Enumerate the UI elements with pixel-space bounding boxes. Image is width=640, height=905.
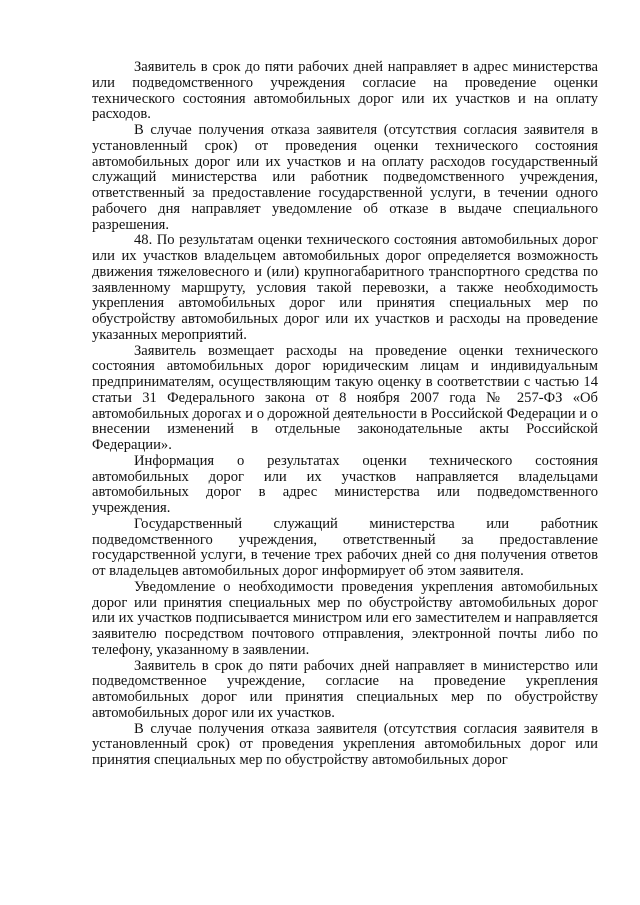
paragraph-assessment-information: Информация о результатах оценки технического состояния автомобильных дорог или их участков направляется владельцами автомобильных дорог в адрес министерства или подведомственного учреждения. <box>92 452 598 516</box>
paragraph-applicant-consent-reinforcement: Заявитель в срок до пяти рабочих дней направляет в министерство или подведомственное учреждение, согласие на проведение укрепления автомобильных дорог или принятия специальных мер по обустройству автомобильных дорог или их участков. <box>92 657 598 721</box>
paragraph-expense-reimbursement: Заявитель возмещает расходы на проведение оценки технического состояния автомобильных дорог юридическим лицам и индивидуальным предпринимателям, осуществляющим такую оценку в соответствии с частью 14 статьи 31 Федерального закона от 8 ноября 2007 года № 257-ФЗ «Об автомобильных дорогах и о дорожной деятельности в Российской Федерации и о внесении изменений в отдельные законодательные акты Российской Федерации». <box>92 342 598 453</box>
paragraph-reinforcement-notice: Уведомление о необходимости проведения укрепления автомобильных дорог или принятия специальных мер по обустройству автомобильных дорог или их участков подписывается министром или его заместителем и направляется заявителю посредством почтового отправления, электронной почты либо по телефону, указанному в заявлении. <box>92 578 598 658</box>
paragraph-applicant-informed: Государственный служащий министерства или работник подведомственного учреждения, ответственный за предоставление государственной услуги, в течение трех рабочих дней со дня получения ответов от владельцев автомобильных дорог информирует об этом заявителя. <box>92 515 598 579</box>
document-page <box>92 60 598 769</box>
paragraph-refusal-assessment: В случае получения отказа заявителя (отсутствия согласия заявителя в установленный срок) от проведения оценки технического состояния автомобильных дорог или их участков и на оплату расходов государственный служащий министерства или работник подведомственного учреждения, ответственный за предоставление государственной услуги, в течении одного рабочего дня направляет уведомление об отказе в выдаче специального разрешения. <box>92 122 598 233</box>
paragraph-refusal-reinforcement: В случае получения отказа заявителя (отсутствия согласия заявителя в установленный срок) от проведения укрепления автомобильных дорог или принятия специальных мер по обустройству автомобильных дорог <box>92 720 598 768</box>
paragraph-48-assessment-results: 48. По результатам оценки технического состояния автомобильных дорог или их участков владельцем автомобильных дорог определяется возможность движения тяжеловесного и (или) крупногабаритного транспортного средства по заявленному маршруту, условия такой перевозки, а также необходимость укрепления автомобильных дорог или принятия специальных мер по обустройству автомобильных дорог или их участков и расходы на проведение указанных мероприятий. <box>92 232 598 343</box>
paragraph-applicant-consent-assessment: Заявитель в срок до пяти рабочих дней направляет в адрес министерства или подведомственного учреждения согласие на проведение оценки технического состояния автомобильных дорог или их участков и на оплату расходов. <box>92 59 598 123</box>
